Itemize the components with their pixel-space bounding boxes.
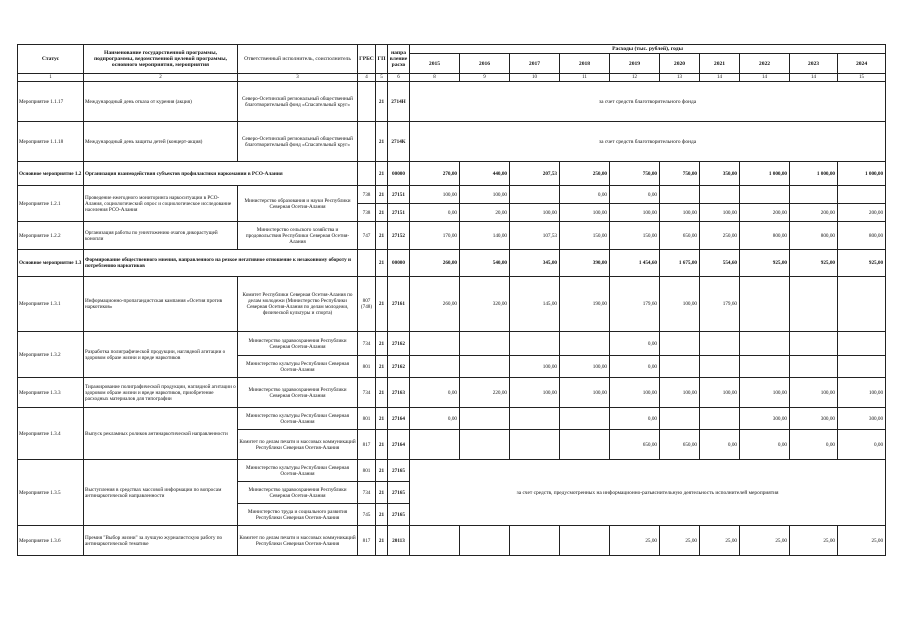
expense-value-2018: 250,00 [560, 162, 610, 186]
expense-value-2020: 100,00 [660, 277, 700, 332]
expense-value-2023: 0,00 [790, 430, 838, 460]
expense-value-2015 [410, 526, 460, 556]
table-row [18, 82, 886, 122]
grbs-cell: 801 [358, 408, 376, 430]
expense-value-2019: 25,00 [610, 526, 660, 556]
expense-value-2015: 0,00 [410, 408, 460, 430]
expense-value-2018 [560, 526, 610, 556]
expense-value-2024 [838, 186, 886, 204]
expense-value-2016: 540,00 [460, 250, 510, 277]
executor-cell: Министерство здравоохранения Республики Северная Осетия-Алания [238, 332, 358, 356]
status-cell: Мероприятие 1.3.1 [18, 277, 84, 332]
grbs-cell: 747 [358, 222, 376, 250]
expense-value-2016: 320,00 [460, 277, 510, 332]
header-status: Статус [18, 45, 84, 74]
expense-value-2022: 800,00 [740, 222, 790, 250]
gp-cell: 21 [376, 408, 388, 430]
grbs-cell: 801 [358, 460, 376, 482]
expense-value-2018: 100,00 [560, 378, 610, 408]
expense-value-2017 [510, 526, 560, 556]
expense-value-2016: 20,00 [460, 204, 510, 222]
expense-value-2020: 1 675,00 [660, 250, 700, 277]
expense-value-2016: 140,00 [460, 222, 510, 250]
table-row [18, 222, 886, 250]
funding-note: за счет средств благотворительного фонда [410, 122, 886, 162]
expense-value-2017: 100,00 [510, 204, 560, 222]
expense-value-2017: 345,00 [510, 250, 560, 277]
column-number: 4 [358, 74, 376, 82]
status-cell: Мероприятие 1.3.3 [18, 378, 84, 408]
table-row [18, 277, 886, 332]
expense-value-2017: 107,53 [510, 222, 560, 250]
expense-value-2024 [838, 356, 886, 378]
expense-value-2021: 100,00 [700, 378, 740, 408]
name-cell: Информационно-пропагандистская кампания «Осетия против наркотиков» [84, 277, 238, 332]
grbs-cell: 738 [358, 204, 376, 222]
expense-value-2017: 207,53 [510, 162, 560, 186]
executor-cell: Министерство культуры Республики Северная Осетия-Алания [238, 356, 358, 378]
expense-value-2024: 925,00 [838, 250, 886, 277]
executor-cell: Министерство здравоохранения Республики Северная Осетия-Алания [238, 482, 358, 504]
grbs-cell: 738 [358, 186, 376, 204]
gp-cell: 21 [376, 204, 388, 222]
expense-value-2020: 650,00 [660, 430, 700, 460]
direction-cell: 2714К [388, 122, 410, 162]
expense-value-2021 [700, 356, 740, 378]
table-row [18, 162, 886, 186]
expense-value-2024 [838, 277, 886, 332]
header-year: 2019 [610, 54, 660, 74]
column-number: 12 [610, 74, 660, 82]
expense-value-2016 [460, 526, 510, 556]
name-cell: Организация работы по уничтожению очагов дикорастущей конопли [84, 222, 238, 250]
executor-cell: Комитет Республики Северная Осетия-Алания по делам молодежи (Министерство Республики Северная Осетия-Алания по делам молодежи, физической культуры и спорта) [238, 277, 358, 332]
expense-value-2023: 25,00 [790, 526, 838, 556]
expense-value-2020 [660, 332, 700, 356]
grbs-cell: 734 [358, 482, 376, 504]
status-cell: Основное мероприятие 1.3 [18, 250, 84, 277]
expense-value-2019: 0,00 [610, 186, 660, 204]
direction-cell: 00000 [388, 250, 410, 277]
expense-value-2023 [790, 332, 838, 356]
header-year: 2022 [740, 54, 790, 74]
direction-cell: 27152 [388, 222, 410, 250]
expense-value-2024 [838, 332, 886, 356]
direction-cell: 27162 [388, 332, 410, 356]
expenses-table [17, 44, 886, 556]
column-number: 6 [388, 74, 410, 82]
expense-value-2022 [740, 332, 790, 356]
expense-value-2017 [510, 332, 560, 356]
expense-value-2019: 179,60 [610, 277, 660, 332]
executor-cell: Северо-Осетинский региональный общественный благотворительный фонд «Спасательный круг» [238, 82, 358, 122]
expense-value-2023: 1 000,00 [790, 162, 838, 186]
status-cell: Мероприятие 1.3.2 [18, 332, 84, 378]
expense-value-2020: 750,00 [660, 162, 700, 186]
column-number: 1 [18, 74, 84, 82]
expense-value-2016: 220,00 [460, 378, 510, 408]
expense-value-2020: 650,00 [660, 222, 700, 250]
executor-cell: Министерство культуры Республики Северная Осетия-Алания [238, 408, 358, 430]
expense-value-2017 [510, 408, 560, 430]
direction-cell: 2714Н [388, 82, 410, 122]
header-direction: напра вление расхо [388, 45, 410, 74]
expense-value-2020: 100,00 [660, 378, 700, 408]
expense-value-2015: 100,00 [410, 186, 460, 204]
expense-value-2022: 0,00 [740, 430, 790, 460]
expense-value-2022: 100,00 [740, 378, 790, 408]
budget-table-sheet [17, 44, 885, 556]
expense-value-2015: 0,00 [410, 378, 460, 408]
expense-value-2022: 925,00 [740, 250, 790, 277]
expense-value-2024: 1 000,00 [838, 162, 886, 186]
expense-value-2021: 554,60 [700, 250, 740, 277]
column-number: 10 [510, 74, 560, 82]
grbs-cell [358, 162, 376, 186]
status-cell: Мероприятие 1.1.17 [18, 82, 84, 122]
expense-value-2018: 190,00 [560, 277, 610, 332]
grbs-cell [358, 122, 376, 162]
expense-value-2019: 0,00 [610, 356, 660, 378]
status-cell: Мероприятие 1.3.5 [18, 460, 84, 526]
direction-cell: 27161 [388, 277, 410, 332]
direction-cell: 27165 [388, 504, 410, 526]
executor-cell: Комитет по делам печати и массовых коммуникаций Республики Северная Осетия-Алания [238, 526, 358, 556]
expense-value-2018: 100,00 [560, 356, 610, 378]
column-number: 11 [560, 74, 610, 82]
grbs-cell: 745 [358, 504, 376, 526]
expense-value-2022: 200,00 [740, 204, 790, 222]
expense-value-2023 [790, 356, 838, 378]
direction-cell: 27165 [388, 482, 410, 504]
expense-value-2023: 100,00 [790, 378, 838, 408]
column-number: 5 [376, 74, 388, 82]
table-row [18, 378, 886, 408]
expense-value-2016 [460, 332, 510, 356]
grbs-cell [358, 250, 376, 277]
expense-value-2019: 0,00 [610, 332, 660, 356]
expense-value-2017 [510, 186, 560, 204]
table-row [18, 122, 886, 162]
expense-value-2023: 925,00 [790, 250, 838, 277]
table-row [18, 526, 886, 556]
expense-value-2017 [510, 430, 560, 460]
direction-cell: 27165 [388, 460, 410, 482]
expense-value-2017: 100,00 [510, 378, 560, 408]
grbs-cell: 817 [358, 526, 376, 556]
expense-value-2021: 350,00 [700, 162, 740, 186]
expense-value-2023 [790, 277, 838, 332]
name-cell: Выступления в средствах массовой информации по вопросам антинаркотической направленности [84, 460, 238, 526]
header-grbs: ГРБС [358, 45, 376, 74]
expense-value-2019: 150,00 [610, 222, 660, 250]
expense-value-2021: 179,60 [700, 277, 740, 332]
gp-cell: 21 [376, 430, 388, 460]
direction-cell: 27162 [388, 356, 410, 378]
header-executor: Ответственный исполнитель, соисполнитель [238, 45, 358, 74]
expense-value-2020: 100,00 [660, 204, 700, 222]
column-number: 8 [410, 74, 460, 82]
name-cell: Международный день защиты детей (концерт-акция) [84, 122, 238, 162]
header-year: 2024 [838, 54, 886, 74]
header-name: Наименование государственной программы, подпрограммы, ведомственной целевой программы, основного мероприятия, мероприятия [84, 45, 238, 74]
executor-cell: Министерство образования и науки Республики Северная Осетия-Алания [238, 186, 358, 222]
column-number: 15 [838, 74, 886, 82]
grbs-cell: 807 (748) [358, 277, 376, 332]
table-row [18, 460, 886, 482]
name-cell: Формирование общественного мнения, направленного на резкое негативное отношение к незаконному обороту и потреблению наркотиков [84, 250, 358, 277]
gp-cell: 21 [376, 162, 388, 186]
expense-value-2021 [700, 186, 740, 204]
header-year: 2016 [460, 54, 510, 74]
gp-cell: 21 [376, 460, 388, 482]
expense-value-2022 [740, 186, 790, 204]
expense-value-2017: 145,00 [510, 277, 560, 332]
grbs-cell: 801 [358, 356, 376, 378]
expense-value-2018: 150,00 [560, 222, 610, 250]
expense-value-2024: 100,00 [838, 378, 886, 408]
direction-cell: 27151 [388, 186, 410, 204]
grbs-cell: 734 [358, 332, 376, 356]
status-cell: Мероприятие 1.2.1 [18, 186, 84, 222]
name-cell: Международный день отказа от курения (акция) [84, 82, 238, 122]
grbs-cell: 734 [358, 378, 376, 408]
status-cell: Мероприятие 1.3.4 [18, 408, 84, 460]
expense-value-2020: 25,00 [660, 526, 700, 556]
expense-value-2020 [660, 186, 700, 204]
expense-value-2019: 1 454,60 [610, 250, 660, 277]
expense-value-2021: 250,00 [700, 222, 740, 250]
header-year: 2023 [790, 54, 838, 74]
direction-cell: 27151 [388, 204, 410, 222]
name-cell: Премия "Выбор жизни" за лучшую журналистскую работу по антинаркотической тематике [84, 526, 238, 556]
expense-value-2022 [740, 277, 790, 332]
direction-cell: 00000 [388, 162, 410, 186]
table-row [18, 186, 886, 204]
direction-cell: 27163 [388, 378, 410, 408]
gp-cell: 21 [376, 356, 388, 378]
expense-value-2015: 170,00 [410, 222, 460, 250]
header-year: 2017 [510, 54, 560, 74]
gp-cell: 21 [376, 332, 388, 356]
table-row [18, 332, 886, 356]
expense-value-2015 [410, 332, 460, 356]
expense-value-2018: 390,00 [560, 250, 610, 277]
table-row [18, 250, 886, 277]
direction-cell: 27164 [388, 408, 410, 430]
funding-note: за счет средств, предусмотренных на информационно-разъяснительную деятельность исполнителей мероприятия [410, 460, 886, 526]
gp-cell: 21 [376, 482, 388, 504]
expense-value-2024: 800,00 [838, 222, 886, 250]
column-number: 14 [790, 74, 838, 82]
expense-value-2022 [740, 356, 790, 378]
direction-cell: 20113 [388, 526, 410, 556]
name-cell: Выпуск рекламных роликов антинаркотической направленности [84, 408, 238, 460]
grbs-cell: 817 [358, 430, 376, 460]
expense-value-2015: 0,00 [410, 204, 460, 222]
column-number: 13 [660, 74, 700, 82]
executor-cell: Министерство здравоохранения Республики Северная Осетия-Алания [238, 378, 358, 408]
name-cell: Организация взаимодействия субъектов профилактики наркомании в РСО-Алания [84, 162, 358, 186]
expense-value-2021: 100,00 [700, 204, 740, 222]
expense-value-2015: 260,00 [410, 277, 460, 332]
column-numbers-row [18, 74, 886, 82]
status-cell: Основное мероприятие 1.2 [18, 162, 84, 186]
expense-value-2018: 0,00 [560, 186, 610, 204]
expense-value-2021 [700, 332, 740, 356]
direction-cell: 27164 [388, 430, 410, 460]
expense-value-2018 [560, 408, 610, 430]
expense-value-2021: 25,00 [700, 526, 740, 556]
expense-value-2024: 300,00 [838, 408, 886, 430]
expense-value-2015 [410, 356, 460, 378]
expense-value-2019: 100,00 [610, 378, 660, 408]
executor-cell: Комитет по делам печати и массовых коммуникаций Республики Северная Осетия-Алания [238, 430, 358, 460]
header-gp: ГП [376, 45, 388, 74]
expense-value-2018: 100,00 [560, 204, 610, 222]
header-year: 2015 [410, 54, 460, 74]
header-expenses: Расходы (тыс. рублей), годы [410, 45, 886, 54]
expense-value-2022: 1 000,00 [740, 162, 790, 186]
expense-value-2021: 0,00 [700, 430, 740, 460]
expense-value-2020 [660, 408, 700, 430]
executor-cell: Северо-Осетинский региональный общественный благотворительный фонд «Спасательный круг» [238, 122, 358, 162]
expense-value-2018 [560, 430, 610, 460]
expense-value-2024: 200,00 [838, 204, 886, 222]
expense-value-2016: 100,00 [460, 186, 510, 204]
column-number: 2 [84, 74, 238, 82]
column-number: 14 [700, 74, 740, 82]
status-cell: Мероприятие 1.2.2 [18, 222, 84, 250]
expense-value-2024: 0,00 [838, 430, 886, 460]
gp-cell: 21 [376, 277, 388, 332]
gp-cell: 21 [376, 222, 388, 250]
gp-cell: 21 [376, 122, 388, 162]
expense-value-2015: 270,00 [410, 162, 460, 186]
expense-value-2016: 440,00 [460, 162, 510, 186]
header-year: 2018 [560, 54, 610, 74]
expense-value-2019: 650,00 [610, 430, 660, 460]
expense-value-2018 [560, 332, 610, 356]
executor-cell: Министерство труда и социального развития Республики Северная Осетия-Алания [238, 504, 358, 526]
column-number: 3 [238, 74, 358, 82]
grbs-cell [358, 82, 376, 122]
gp-cell: 21 [376, 82, 388, 122]
gp-cell: 21 [376, 186, 388, 204]
executor-cell: Министерство культуры Республики Северная Осетия-Алания [238, 460, 358, 482]
gp-cell: 21 [376, 526, 388, 556]
expense-value-2019: 0,00 [610, 408, 660, 430]
column-number: 14 [740, 74, 790, 82]
expense-value-2016 [460, 408, 510, 430]
expense-value-2016 [460, 356, 510, 378]
gp-cell: 21 [376, 250, 388, 277]
expense-value-2017: 100,00 [510, 356, 560, 378]
funding-note: за счет средств благотворительного фонда [410, 82, 886, 122]
expense-value-2022: 25,00 [740, 526, 790, 556]
expense-value-2020 [660, 356, 700, 378]
header-row-top [18, 45, 886, 54]
table-row [18, 408, 886, 430]
expense-value-2019: 100,00 [610, 204, 660, 222]
header-year: 2020 [660, 54, 700, 74]
header-year: 2021 [700, 54, 740, 74]
expense-value-2015 [410, 430, 460, 460]
expense-value-2022: 300,00 [740, 408, 790, 430]
name-cell: Проведение ежегодного мониторинга наркоситуации в РСО-Алания, социологический опрос и социологическое исследование населения РСО-Алания [84, 186, 238, 222]
gp-cell: 21 [376, 378, 388, 408]
name-cell: Тиражирование полиграфической продукции, наглядной агитации о здоровом образе жизни и вреде наркотиков, приобретение расходных материалов для типографии [84, 378, 238, 408]
expense-value-2024: 25,00 [838, 526, 886, 556]
executor-cell: Министерство сельского хозяйства и продовольствия Республики Северная Осетия-Алания [238, 222, 358, 250]
gp-cell: 21 [376, 504, 388, 526]
status-cell: Мероприятие 1.3.6 [18, 526, 84, 556]
expense-value-2016 [460, 430, 510, 460]
expense-value-2015: 260,00 [410, 250, 460, 277]
column-number: 9 [460, 74, 510, 82]
expense-value-2019: 750,00 [610, 162, 660, 186]
name-cell: Разработка полиграфической продукции, наглядной агитации о здоровом образе жизни и вреде наркотиков [84, 332, 238, 378]
expense-value-2021 [700, 408, 740, 430]
expense-value-2023 [790, 186, 838, 204]
expense-value-2023: 800,00 [790, 222, 838, 250]
expense-value-2023: 300,00 [790, 408, 838, 430]
status-cell: Мероприятие 1.1.18 [18, 122, 84, 162]
expense-value-2023: 200,00 [790, 204, 838, 222]
